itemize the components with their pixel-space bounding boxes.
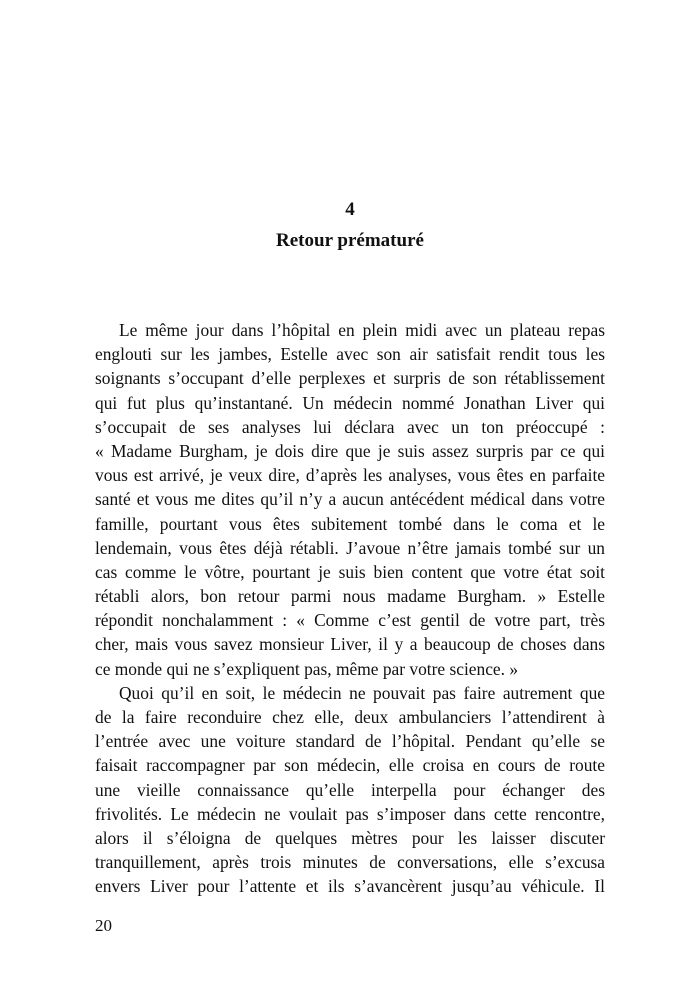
text-line: faisait raccompagner par son médecin, elle croisa en cours de route: [95, 755, 605, 776]
text-line: famille, pourtant vous êtes subitement tombé dans le coma et le: [95, 513, 605, 534]
text-line: soignants s’occupant d’elle perplexes et surpris de son rétablissement: [95, 368, 605, 389]
text-line: rétabli alors, bon retour parmi nous madame Burgham. » Estelle: [95, 586, 605, 607]
text-line: s’occupait de ses analyses lui déclara avec un ton préoccupé :: [95, 416, 605, 437]
text-line: de la faire reconduire chez elle, deux ambulanciers l’attendirent à: [95, 707, 605, 727]
text-line: envers Liver pour l’attente et ils s’avancèrent jusqu’au véhicule. Il: [95, 876, 605, 897]
body-text: [95, 318, 605, 899]
text-line: Le même jour dans l’hôpital en plein midi avec un plateau repas: [119, 320, 605, 340]
text-line: frivolités. Le médecin ne voulait pas s’imposer dans cette rencontre,: [95, 803, 605, 824]
text-line: vous est arrivé, je veux dire, d’après les analyses, vous êtes en parfaite: [95, 465, 605, 486]
text-line: « Madame Burgham, je dois dire que je suis assez surpris par ce qui: [95, 440, 605, 461]
text-line: cher, mais vous savez monsieur Liver, il y a beaucoup de choses dans: [95, 634, 605, 655]
text-line: englouti sur les jambes, Estelle avec son air satisfait rendit tous les: [95, 344, 605, 365]
text-line: lendemain, vous êtes déjà rétabli. J’avoue n’être jamais tombé sur un: [95, 537, 605, 558]
text-line: tranquillement, après trois minutes de conversations, elle s’excusa: [95, 852, 605, 873]
text-line: ce monde qui ne s’expliquent pas, même par votre science. »: [95, 658, 519, 679]
text-line: l’entrée avec une voiture standard de l’hôpital. Pendant qu’elle se: [95, 731, 605, 752]
text-line: Quoi qu’il en soit, le médecin ne pouvait pas faire autrement que: [119, 682, 605, 703]
text-line: cas comme le vôtre, pourtant je suis bien content que votre état soit: [95, 561, 605, 582]
text-line: alors il s’éloigna de quelques mètres pour les laisser discuter: [95, 827, 605, 848]
text-line: qui fut plus qu’instantané. Un médecin nommé Jonathan Liver qui: [95, 392, 605, 413]
chapter-number: 4: [345, 199, 355, 220]
page-number: 20: [95, 916, 112, 935]
text-line: répondit nonchalamment : « Comme c’est gentil de votre part, très: [95, 610, 605, 631]
text-line: une vieille connaissance qu’elle interpella pour échanger des: [95, 779, 605, 800]
chapter-title: Retour prématuré: [276, 230, 424, 251]
text-line: santé et vous me dites qu’il n’y a aucun antécédent médical dans votre: [95, 489, 605, 510]
